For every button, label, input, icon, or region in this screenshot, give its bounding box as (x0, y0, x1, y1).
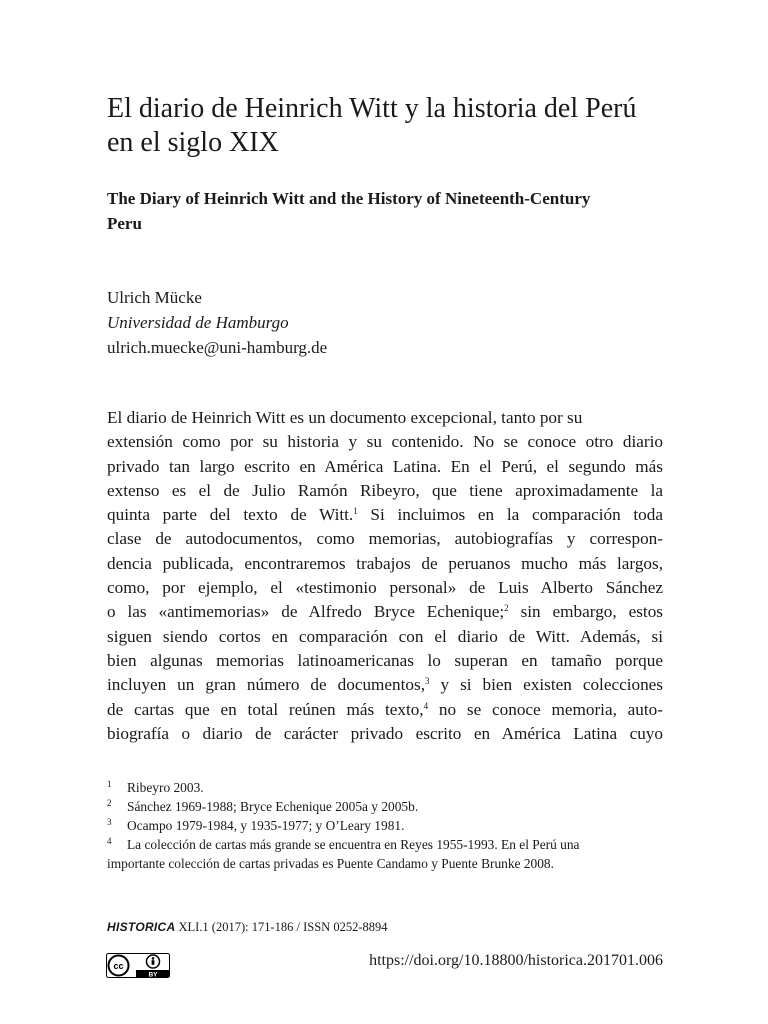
body-line: clase de autodocumentos, como memorias, autobiografías y correspon- (107, 529, 663, 549)
footnote-continuation: importante colección de cartas privadas es Puente Candamo y Puente Brunke 2008. (107, 856, 554, 871)
body-line: como, por ejemplo, el «testimonio personal» de Luis Alberto Sánchez (107, 578, 663, 598)
footnote-item: 1 Ribeyro 2003. (107, 779, 204, 795)
body-line: El diario de Heinrich Witt es un documento excepcional, tanto por su (107, 408, 583, 427)
body-line: quinta parte del texto de Witt.$^1$ Si incluimos en la comparación toda (107, 505, 663, 525)
footnote-text: Sánchez 1969-1988; Bryce Echenique 2005a y 2005b. (127, 799, 419, 814)
author-name: Ulrich Mücke (107, 288, 202, 307)
footnote-item: 2 Sánchez 1969-1988; Bryce Echenique 2005a y 2005b. (107, 798, 419, 814)
footnote-ref[interactable]: 4 (423, 700, 429, 711)
title-line: en el siglo XIX (107, 127, 279, 158)
journal-citation (107, 918, 388, 936)
svg-text:cc: cc (113, 961, 124, 971)
footnote-ref[interactable]: 1 (353, 506, 358, 517)
title-line: El diario de Heinrich Witt y la historia del Perú (107, 93, 637, 124)
body-line: extensión como por su historia y su contenido. No se conoce otro diario (107, 432, 663, 452)
footnotes (107, 778, 667, 873)
body-line: biografía o diario de carácter privado escrito en América Latina cuyo (107, 723, 663, 743)
footnote-item: 4 La colección de cartas más grande se encuentra en Reyes 1955-1993. En el Perú una (107, 836, 580, 852)
doi-link[interactable]: https://doi.org/10.18800/historica.201701.006 (369, 952, 663, 969)
footnote-item: 3 Ocampo 1979-1984, y 1935-1977; y O’Leary 1981. (107, 817, 405, 833)
body-line: extenso es el de Julio Ramón Ribeyro, que tiene aproximadamente la (107, 480, 663, 500)
body-line: privado tan largo escrito en América Latina. En el Perú, el segundo más (107, 456, 663, 476)
body-line: siguen siendo cortos en comparación con el diario de Witt. Además, si (107, 626, 663, 646)
body-paragraph (107, 406, 663, 746)
subtitle-line: Peru (107, 214, 142, 233)
author-affiliation: Universidad de Hamburgo (107, 313, 289, 332)
body-line: bien algunas memorias latinoamericanas lo superan en tamaño porque (107, 650, 663, 670)
cc-by-icon[interactable] (106, 953, 170, 978)
footnote-text: La colección de cartas más grande se encuentra en Reyes 1955-1993. En el Perú una (127, 837, 580, 852)
cc-by-label: BY (148, 971, 158, 978)
footnote-ref[interactable]: 3 (425, 676, 430, 687)
article-subtitle-english (107, 186, 677, 236)
body-line: o las «antimemorias» de Alfredo Bryce Echenique;$^2$ sin embargo, estos (107, 602, 663, 622)
body-line: incluyen un gran número de documentos,$^3$ y si bien existen colecciones (107, 675, 663, 695)
journal-logo: HISTORICA (107, 920, 176, 934)
footnote-text: Ocampo 1979-1984, y 1935-1977; y O’Leary 1981. (127, 818, 405, 833)
body-line: de cartas que en total reúnen más texto,$^4$ no se conoce memoria, auto- (107, 699, 663, 719)
author-email[interactable]: ulrich.muecke@uni-hamburg.de (107, 338, 328, 357)
subtitle-line: The Diary of Heinrich Witt and the History of Nineteenth-Century (107, 189, 591, 208)
footnote-ref[interactable]: 2 (504, 603, 509, 614)
journal-issue-info: XLI.1 (2017): 171-186 / ISSN 0252-8894 (178, 920, 388, 934)
body-line: dencia publicada, encontraremos trabajos de peruanos mucho más largos, (107, 553, 663, 573)
article-title (107, 92, 677, 160)
footnote-text: Ribeyro 2003. (127, 780, 204, 795)
author-block (107, 285, 327, 360)
